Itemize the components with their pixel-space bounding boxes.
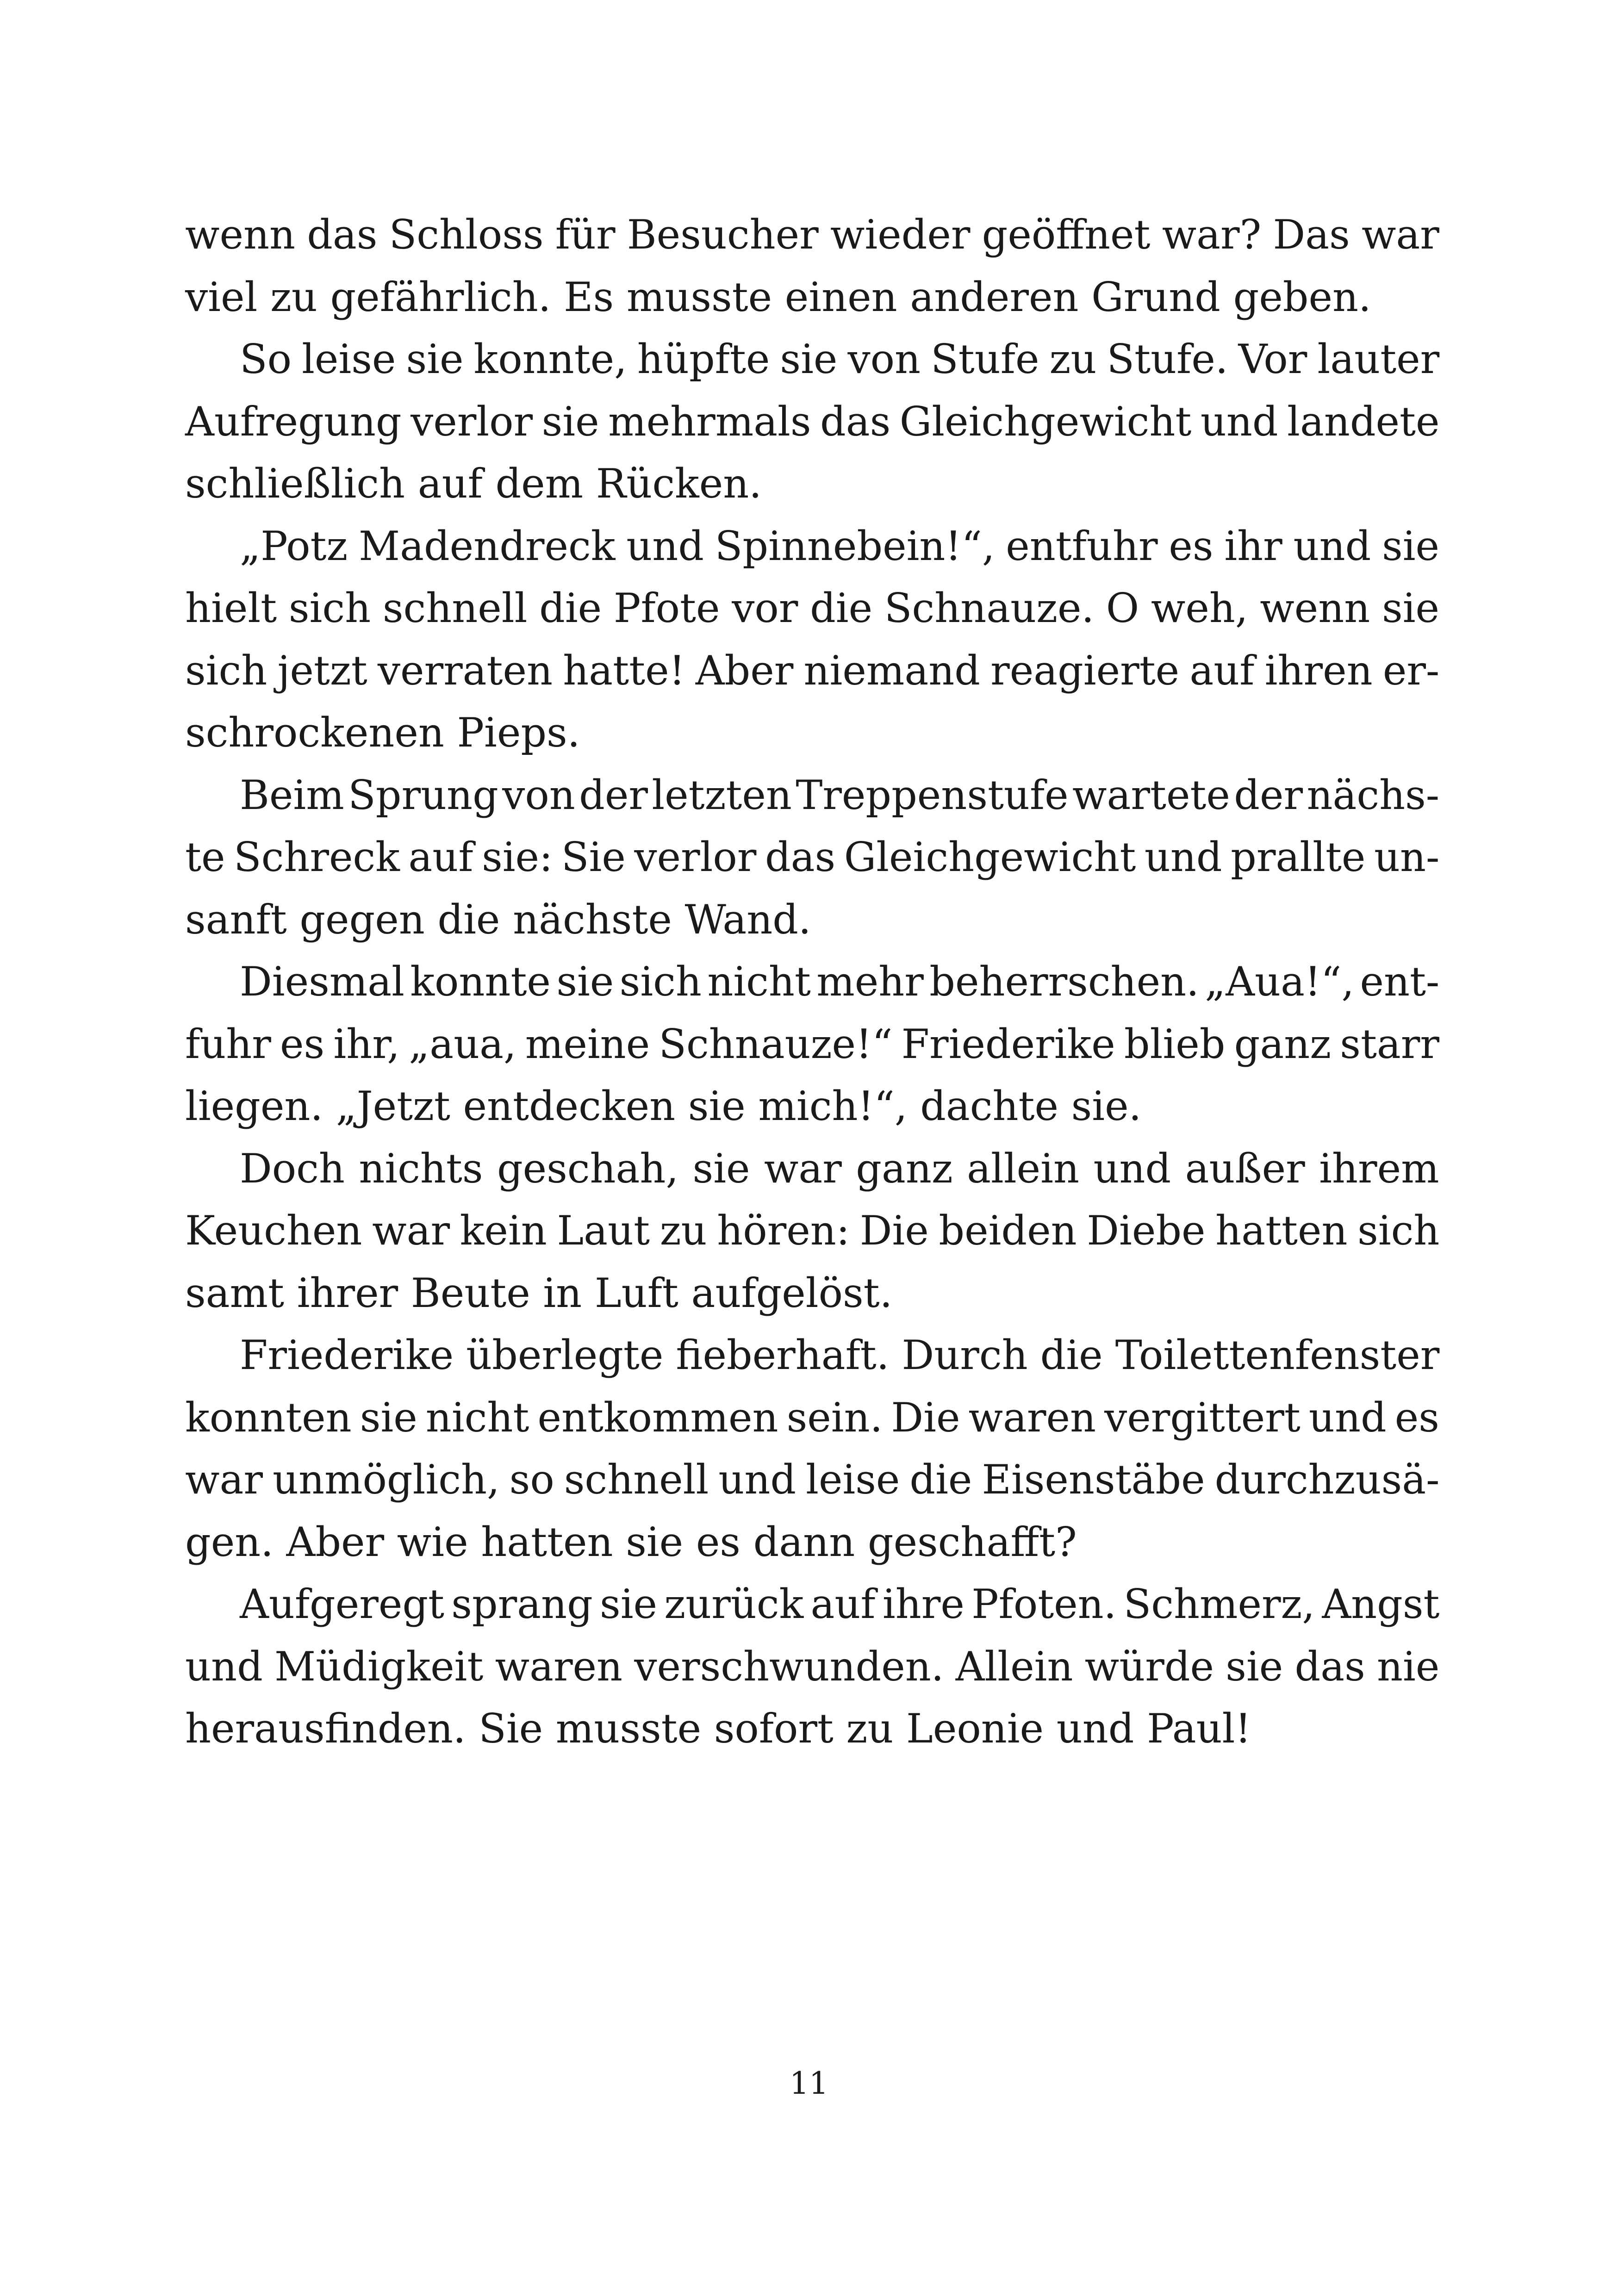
text-line: schrockenen Pieps. <box>185 709 580 756</box>
text-line: Beim Sprung von der letzten Treppenstufe wartete der nächs- <box>240 771 1440 819</box>
text-line: Aufregung verlor sie mehrmals das Gleichgewicht und landete <box>185 398 1440 445</box>
text-line: sanft gegen die nächste Wand. <box>185 896 811 943</box>
text-line: war unmöglich, so schnell und leise die Eisenstäbe durchzusä- <box>185 1456 1440 1503</box>
text-line: liegen. „Jetzt entdecken sie mich!“, dachte sie. <box>185 1083 1142 1130</box>
text-line: Keuchen war kein Laut zu hören: Die beiden Diebe hatten sich <box>185 1207 1440 1254</box>
text-line: Doch nichts geschah, sie war ganz allein und außer ihrem <box>240 1145 1439 1192</box>
text-line: schließlich auf dem Rücken. <box>185 460 762 507</box>
body-text <box>185 204 1439 1760</box>
text-line: fuhr es ihr, „aua, meine Schnauze!“ Friederike blieb ganz starr <box>185 1020 1439 1068</box>
text-line: sich jetzt verraten hatte! Aber niemand reagierte auf ihren er- <box>185 647 1440 694</box>
text-line: viel zu gefährlich. Es musste einen anderen Grund geben. <box>185 273 1371 321</box>
text-line: So leise sie konnte, hüpfte sie von Stufe zu Stufe. Vor lauter <box>240 336 1440 383</box>
text-line: „Potz Madendreck und Spinnebein!“, entfuhr es ihr und sie <box>240 522 1440 570</box>
text-line: Diesmal konnte sie sich nicht mehr beherrschen. „Aua!“, ent- <box>240 958 1440 1005</box>
text-line: Friederike überlegte fieberhaft. Durch die Toilettenfenster <box>240 1332 1440 1379</box>
text-line: gen. Aber wie hatten sie es dann geschafft? <box>185 1518 1077 1566</box>
text-line: samt ihrer Beute in Luft aufgelöst. <box>185 1269 893 1317</box>
text-line: wenn das Schloss für Besucher wieder geöffnet war? Das war <box>185 211 1439 258</box>
page-number: 11 <box>790 2066 828 2101</box>
text-line: Aufgeregt sprang sie zurück auf ihre Pfoten. Schmerz, Angst <box>240 1580 1440 1628</box>
text-line: herausfinden. Sie musste sofort zu Leonie und Paul! <box>185 1705 1251 1752</box>
text-line: und Müdigkeit waren verschwunden. Allein würde sie das nie <box>185 1643 1440 1690</box>
text-line: te Schreck auf sie: Sie verlor das Gleichgewicht und prallte un- <box>185 834 1440 881</box>
text-line: konnten sie nicht entkommen sein. Die waren vergittert und es <box>185 1394 1439 1441</box>
text-line: hielt sich schnell die Pfote vor die Schnauze. O weh, wenn sie <box>185 585 1440 632</box>
